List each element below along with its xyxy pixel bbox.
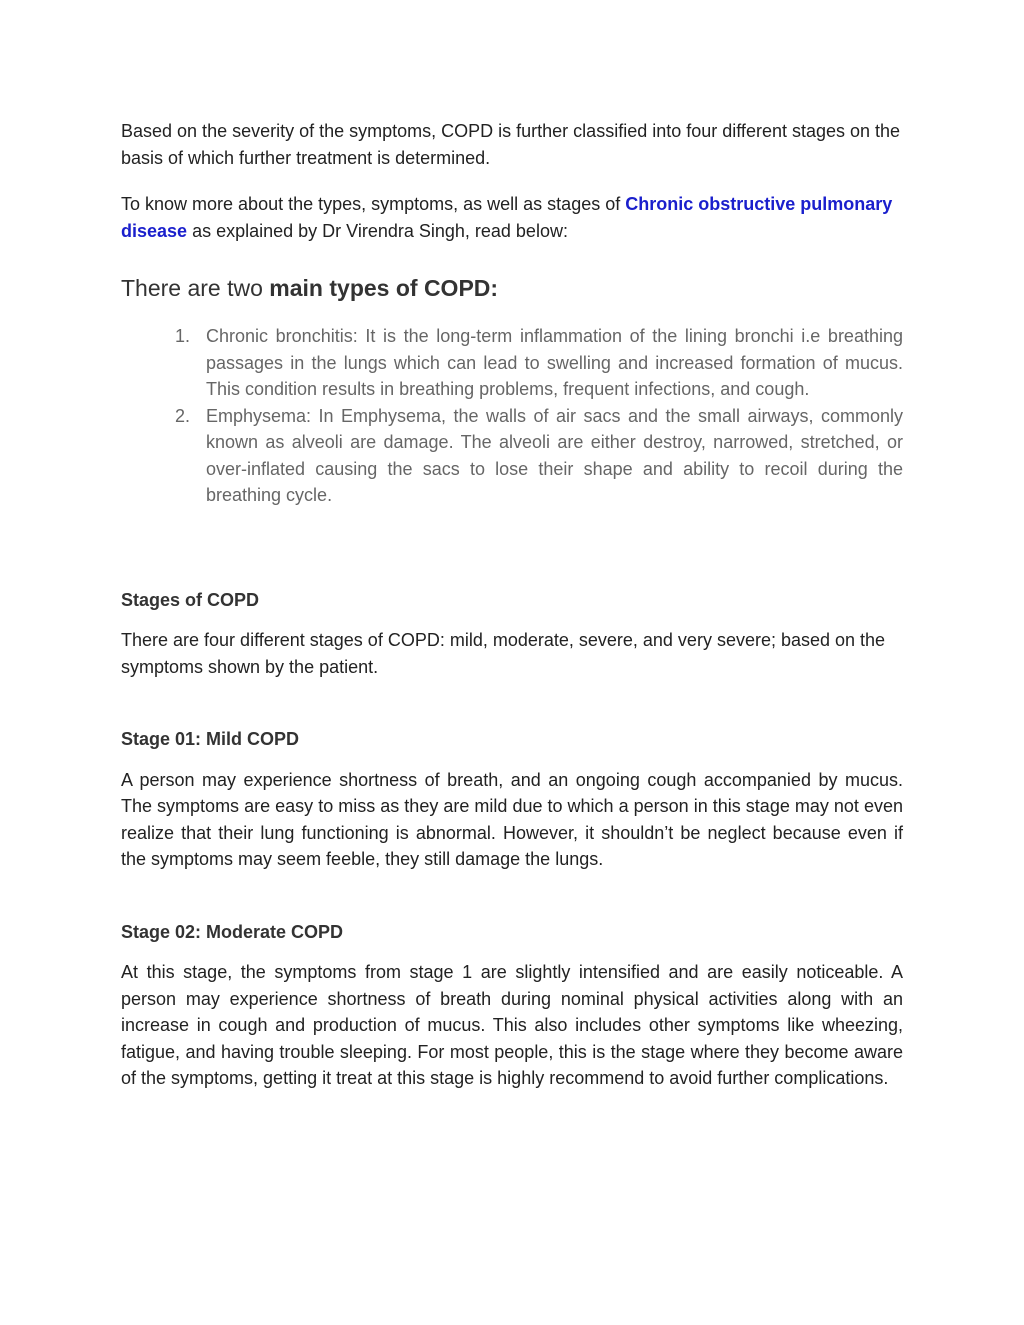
stage2-heading: Stage 02: Moderate COPD xyxy=(121,921,344,942)
stages-paragraph: There are four different stages of COPD: mild, moderate, severe, and very severe; based on the symptoms shown by the patient. xyxy=(121,630,886,677)
list-item-number: 2. xyxy=(175,405,191,426)
list-item xyxy=(121,403,903,509)
types-heading-bold: main types of COPD: xyxy=(269,275,499,301)
types-heading xyxy=(121,273,903,303)
stage2-paragraph: At this stage, the symptoms from stage 1 are slightly intensified and are easily noticeable. A person may experience shortness of breath during nominal physical activities along with an increase in cough and production of mucus. This also includes other symptoms like wheezing, fatigue, and having trouble sleeping. For most people, this is the stage where they become aware of the symptoms, getting it treat at this stage is highly recommend to avoid further complications. xyxy=(121,962,903,1088)
list-item-text: Chronic bronchitis: It is the long-term inflammation of the lining bronchi i.e breathing passages in the lungs which can lead to swelling and increased formation of mucus. This condition results in breathing problems, frequent infections, and cough. xyxy=(206,326,903,399)
list-item xyxy=(121,323,903,403)
intro-text-after: as explained by Dr Virendra Singh, read below: xyxy=(187,220,568,241)
list-item-number: 1. xyxy=(175,326,191,346)
intro-link-paragraph xyxy=(121,191,903,244)
types-list xyxy=(121,323,903,509)
stage1-heading: Stage 01: Mild COPD xyxy=(121,729,300,749)
stages-heading: Stages of COPD xyxy=(121,589,260,610)
copd-link[interactable]: Chronic obstructive pulmonary disease xyxy=(121,194,893,241)
types-heading-prefix: There are two xyxy=(121,275,270,301)
list-item-text: Emphysema: In Emphysema, the walls of air sacs and the small airways, commonly known as alveoli are damage. The alveoli are either destroy, narrowed, stretched, or over-inflated causing the sacs to lose their shape and ability to recoil during the breathing cycle. xyxy=(206,405,903,505)
intro-paragraph: Based on the severity of the symptoms, COPD is further classified into four different stages on the basis of which further treatment is determined. xyxy=(121,121,901,168)
stage1-paragraph: A person may experience shortness of breath, and an ongoing cough accompanied by mucus. The symptoms are easy to miss as they are mild due to which a person in this stage may not even realize that their lung functioning is abnormal. However, it shouldn’t be neglect because even if the symptoms may seem feeble, they still damage the lungs. xyxy=(121,769,903,869)
document-page xyxy=(121,118,903,1092)
intro-text-before: To know more about the types, symptoms, as well as stages of xyxy=(121,194,626,214)
